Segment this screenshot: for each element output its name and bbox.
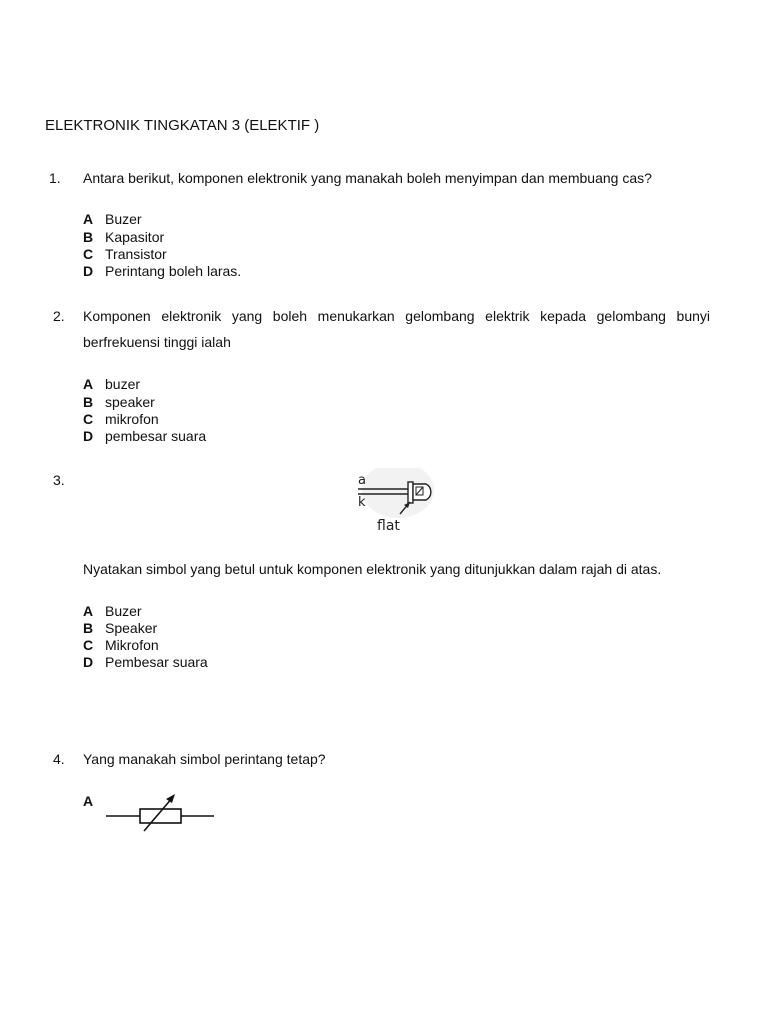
label-flat: flat: [377, 518, 400, 534]
question-4-text: Yang manakah simbol perintang tetap?: [83, 751, 326, 767]
question-3-text: Nyatakan simbol yang betul untuk komponen elektronik yang ditunjukkan dalam rajah di atas.: [83, 561, 662, 577]
option-text: Buzer: [105, 211, 142, 227]
question-1-text: Antara berikut, komponen elektronik yang manakah boleh menyimpan dan membuang cas?: [83, 170, 652, 186]
question-1-number: 1.: [49, 170, 61, 186]
option-text: Kapasitor: [105, 229, 165, 245]
option-letter: A: [83, 603, 94, 619]
question-2-text-line1: Komponen elektronik yang boleh menukarkan gelombang elektrik kepada gelombang bunyi: [83, 308, 710, 324]
option-text: Perintang boleh laras.: [105, 263, 242, 279]
option-letter: D: [83, 654, 94, 670]
option-text: Buzer: [105, 603, 142, 619]
option-letter: B: [83, 394, 94, 410]
page-title: ELEKTRONIK TINGKATAN 3 (ELEKTIF ): [45, 117, 320, 134]
option-text: Transistor: [105, 246, 167, 262]
option-letter: C: [83, 637, 94, 653]
option-letter: A: [83, 793, 94, 809]
option-letter: C: [83, 246, 94, 262]
question-4-number: 4.: [53, 751, 65, 767]
option-letter: A: [83, 376, 94, 392]
option-text: mikrofon: [105, 411, 159, 427]
option-text: Speaker: [105, 620, 158, 636]
led-flange: [408, 482, 413, 503]
label-k: k: [358, 495, 366, 510]
option-text: Pembesar suara: [105, 654, 208, 670]
variable-arrowhead: [166, 794, 175, 803]
option-text: buzer: [105, 376, 141, 392]
question-2-text-line2: berfrekuensi tinggi ialah: [83, 334, 231, 350]
led-diagram: [352, 468, 442, 536]
question-2-number: 2.: [53, 308, 65, 324]
option-text: pembesar suara: [105, 428, 207, 444]
option-letter: A: [83, 211, 94, 227]
option-letter: C: [83, 411, 94, 427]
label-a: a: [358, 473, 366, 488]
option-text: Mikrofon: [105, 637, 159, 653]
option-letter: D: [83, 428, 94, 444]
option-letter: B: [83, 620, 94, 636]
option-letter: D: [83, 263, 94, 279]
option-text: speaker: [105, 394, 155, 410]
variable-resistor-symbol-icon: [104, 790, 216, 834]
option-letter: B: [83, 229, 94, 245]
question-3-number: 3.: [53, 472, 65, 488]
